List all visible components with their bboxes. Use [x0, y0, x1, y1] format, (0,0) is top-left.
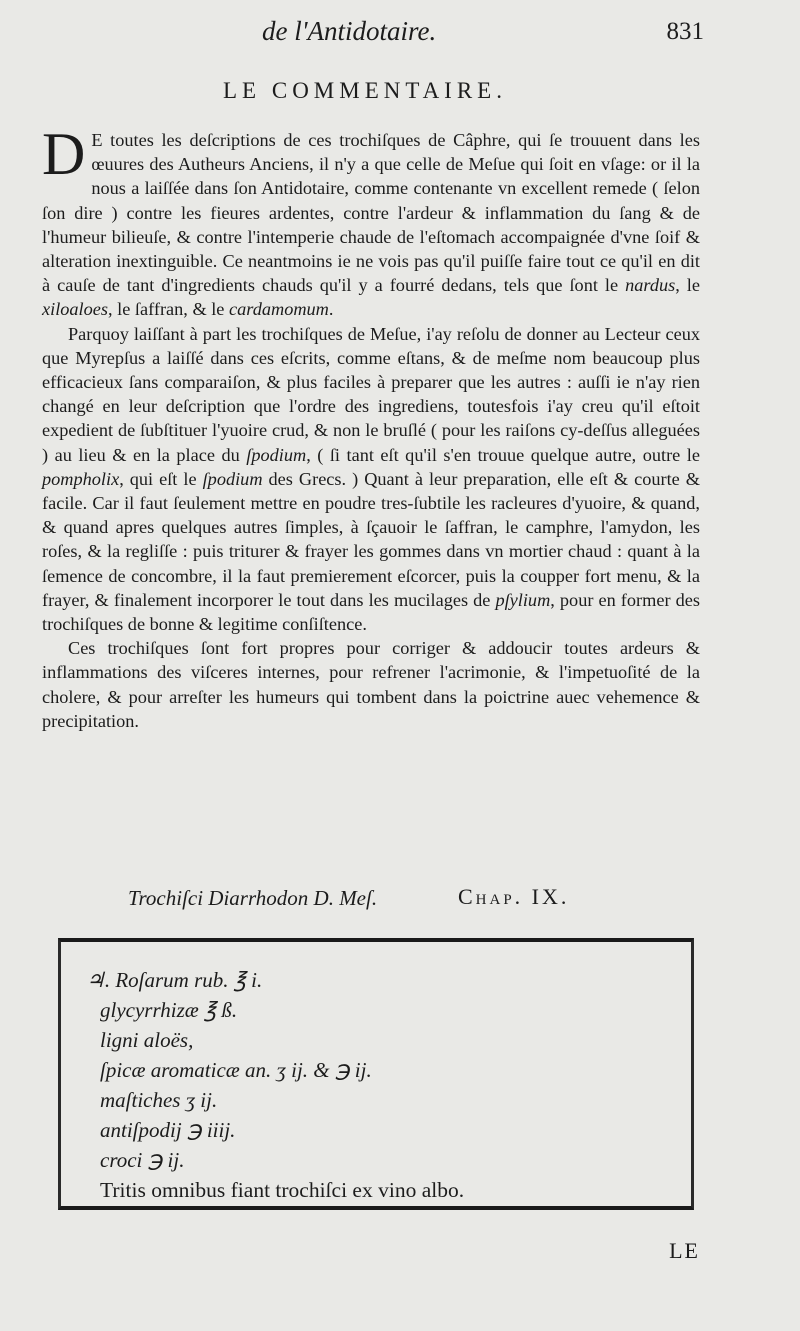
running-head: de l'Antidotaire.: [262, 16, 437, 46]
paragraph-3: Ces trochiſques ſont fort propres pour corriger & addoucir toutes ardeurs & inflammations des viſceres internes, pour refrener l'acrimonie, & l'impetuoſité de la cholere, & pour arreſter les humeurs qui tombent dans la poictrine auec vehemence & precipitation.: [42, 638, 700, 731]
paragraph-1: D E toutes les deſcriptions de ces trochiſques de Câphre, qui ſe trouuent dans les œuures des Autheurs Anciens, il n'y a que celle de Meſue qui ſoit en vſage: or il la nous a laiſſée dans ſon Antidotaire, comme contenante vn excellent remede ( ſelon ſon dire ) contre les fieures ardentes, contre l'ardeur & inflammation du ſang & de l'humeur bilieuſe, & contre l'intemperie chaude de l'eſtomach accompaignée d'vne ſoif & alteration inextinguible. Ce neantmoins ie ne vois pas qu'il puiſſe faire tout ce qu'il en dit à cauſe de tant d'ingredients chauds qu'il y a fourré dedans, tels que ſont le nardus, le xiloaloes, le ſaffran, & le cardamomum.: [42, 121, 700, 320]
recipe-line: ♃. Roſarum rub. ℥ i.: [86, 968, 263, 992]
catchword: LE: [669, 1238, 700, 1263]
drop-cap: D: [42, 121, 86, 187]
chapter-number: Chap. IX.: [458, 884, 570, 909]
recipe-line: Tritis omnibus fiant trochiſci ex vino albo.: [100, 1178, 465, 1202]
page-number: 831: [666, 18, 704, 45]
recipe-line: ſpicæ aromaticæ an. ʒ ij. & ℈ ij.: [100, 1058, 372, 1082]
chapter-heading: [128, 886, 618, 911]
commentary-text: [42, 121, 700, 733]
recipe-line: maſtiches ʒ ij.: [100, 1088, 218, 1112]
recipe-line: antiſpodij ℈ iiij.: [100, 1118, 236, 1142]
recipe-line: ligni aloës,: [100, 1028, 194, 1052]
paragraph-2: Parquoy laiſſant à part les trochiſques de Meſue, i'ay reſolu de donner au Lecteur ceux que Myrepſus a laiſſé dans ces eſcrits, comme eſtans, & de meſme nom beaucoup plus efficacieux ſans comparaiſon, & plus faciles à preparer que les autres : auſſi ie n'ay rien changé en leur deſcription que l'ordre des ingrediens, toutesfois i'ay creu qu'il eſtoit expedient de ſubſtituer l'yuoire crud, & non le bruſlé ( pour les raiſons cy-deſſus alleguées ) au lieu & en la place du ſpodium, ( ſi tant eſt qu'il s'en trouue quelque autre, outre le pompholix, qui eſt le ſpodium des Grecs. ) Quant à leur preparation, elle eſt & courte & facile. Car il faut ſeulement mettre en poudre tres-ſubtile les racleures d'yuoire, & quand, & quand apres quelques autres ſimples, à ſçauoir le ſaffran, le camphre, l'amydon, les roſes, & la regliſſe : puis triturer & frayer les gommes dans vn mortier chaud : quant à la ſemence de concombre, il la faut premierement eſcorcer, puis la coupper fort menu, & la frayer, & finalement incorporer le tout dans les mucilages de pſylium, pour en former des trochiſques de bonne & legitime conſiſtence.: [42, 323, 700, 635]
section-title: LE COMMENTAIRE.: [223, 78, 507, 103]
chapter-title: Trochiſci Diarrhodon D. Meſ.: [128, 886, 378, 910]
recipe-line: glycyrrhizæ ℥ ß.: [100, 998, 238, 1022]
recipe-line: croci ℈ ij.: [100, 1148, 185, 1172]
